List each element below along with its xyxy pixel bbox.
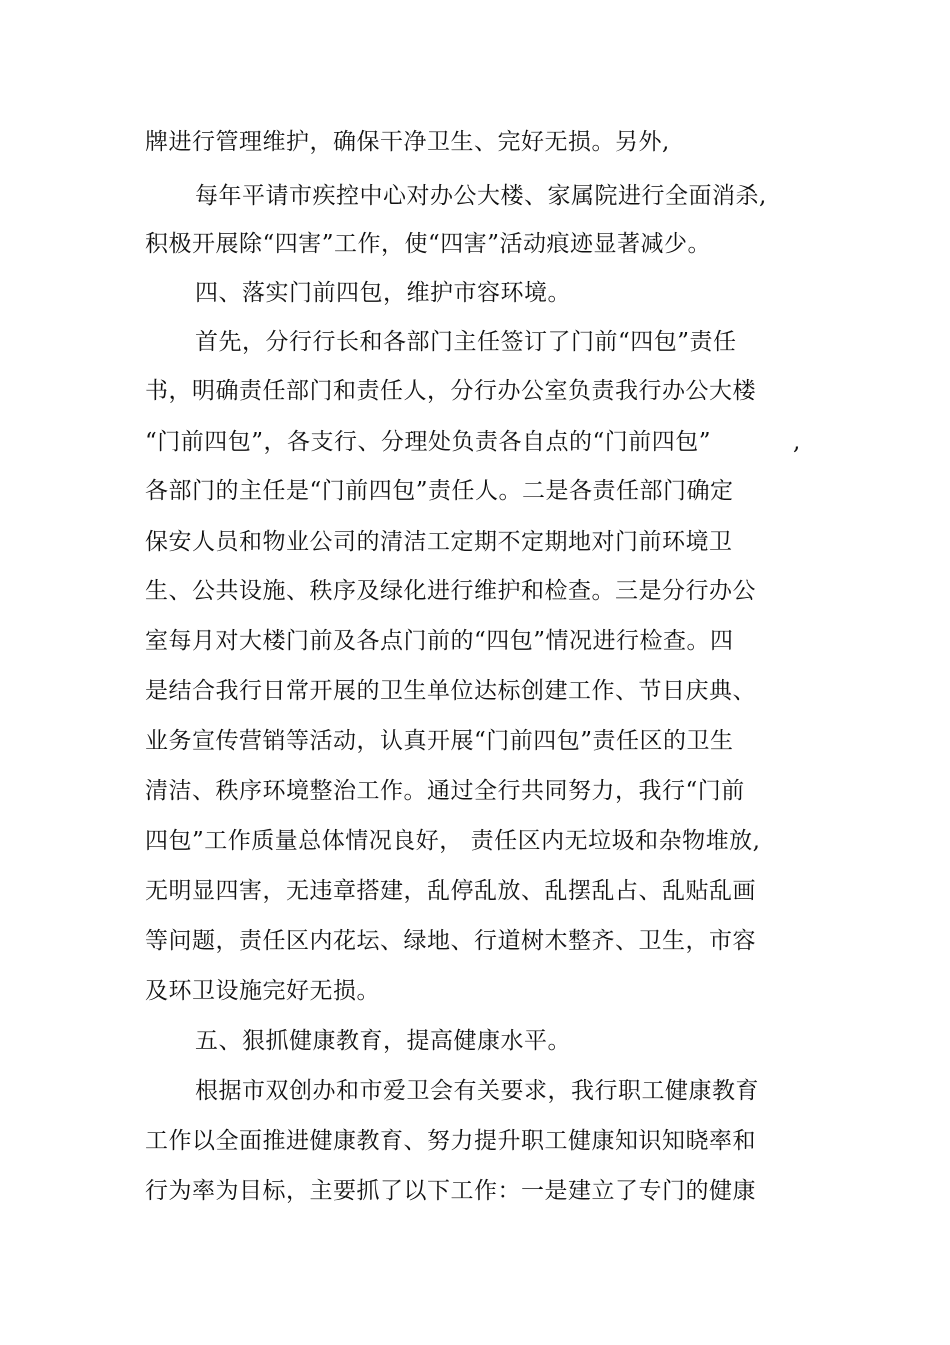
trailing-comma: , [793,429,801,455]
text-line: 积极开展除“四害”工作，使“四害”活动痕迹显著减少。 [145,231,712,257]
text-line: 四包”工作质量总体情况良好， 责任区内无垃圾和杂物堆放, [145,828,761,854]
text-line: 工作以全面推进健康教育、努力提升职工健康知识知晓率和 [145,1128,756,1154]
text-line: 牌进行管理维护，确保干净卫生、完好无损。另外, [145,129,670,155]
section-heading: 五、狠抓健康教育，提高健康水平。 [195,1028,571,1054]
text-line: 等问题，责任区内花坛、绿地、行道树木整齐、卫生，市容 [145,928,756,954]
text-line: 室每月对大楼门前及各点门前的“四包”情况进行检查。四 [145,628,734,654]
text-line: 每年平请市疾控中心对办公大楼、家属院进行全面消杀, [195,183,767,209]
text-line: 根据市双创办和市爱卫会有关要求，我行职工健康教育 [195,1078,759,1104]
text-line: 保安人员和物业公司的清洁工定期不定期地对门前环境卫 [145,529,733,555]
text-line: 各部门的主任是“门前四包”责任人。二是各责任部门确定 [145,478,734,504]
section-heading: 四、落实门前四包，维护市容环境。 [195,280,571,306]
text-line: 业务宣传营销等活动，认真开展“门前四包”责任区的卫生 [145,728,734,754]
text-line: 书，明确责任部门和责任人，分行办公室负责我行办公大楼 [145,378,756,404]
text-line: 首先，分行行长和各部门主任签订了门前“四包”责任 [195,329,737,355]
text-line: 清洁、秩序环境整治工作。通过全行共同努力，我行“门前 [145,778,745,804]
text-line: 行为率为目标，主要抓了以下工作：一是建立了专门的健康 [145,1178,756,1204]
text-line: “门前四包”，各支行、分理处负责各自点的“门前四包” [145,429,712,455]
text-line: 是结合我行日常开展的卫生单位达标创建工作、节日庆典、 [145,678,756,704]
text-line: 生、公共设施、秩序及绿化进行维护和检查。三是分行办公 [145,578,756,604]
text-line: 无明显四害，无违章搭建，乱停乱放、乱摆乱占、乱贴乱画 [145,878,756,904]
text-line: 及环卫设施完好无损。 [145,978,380,1004]
